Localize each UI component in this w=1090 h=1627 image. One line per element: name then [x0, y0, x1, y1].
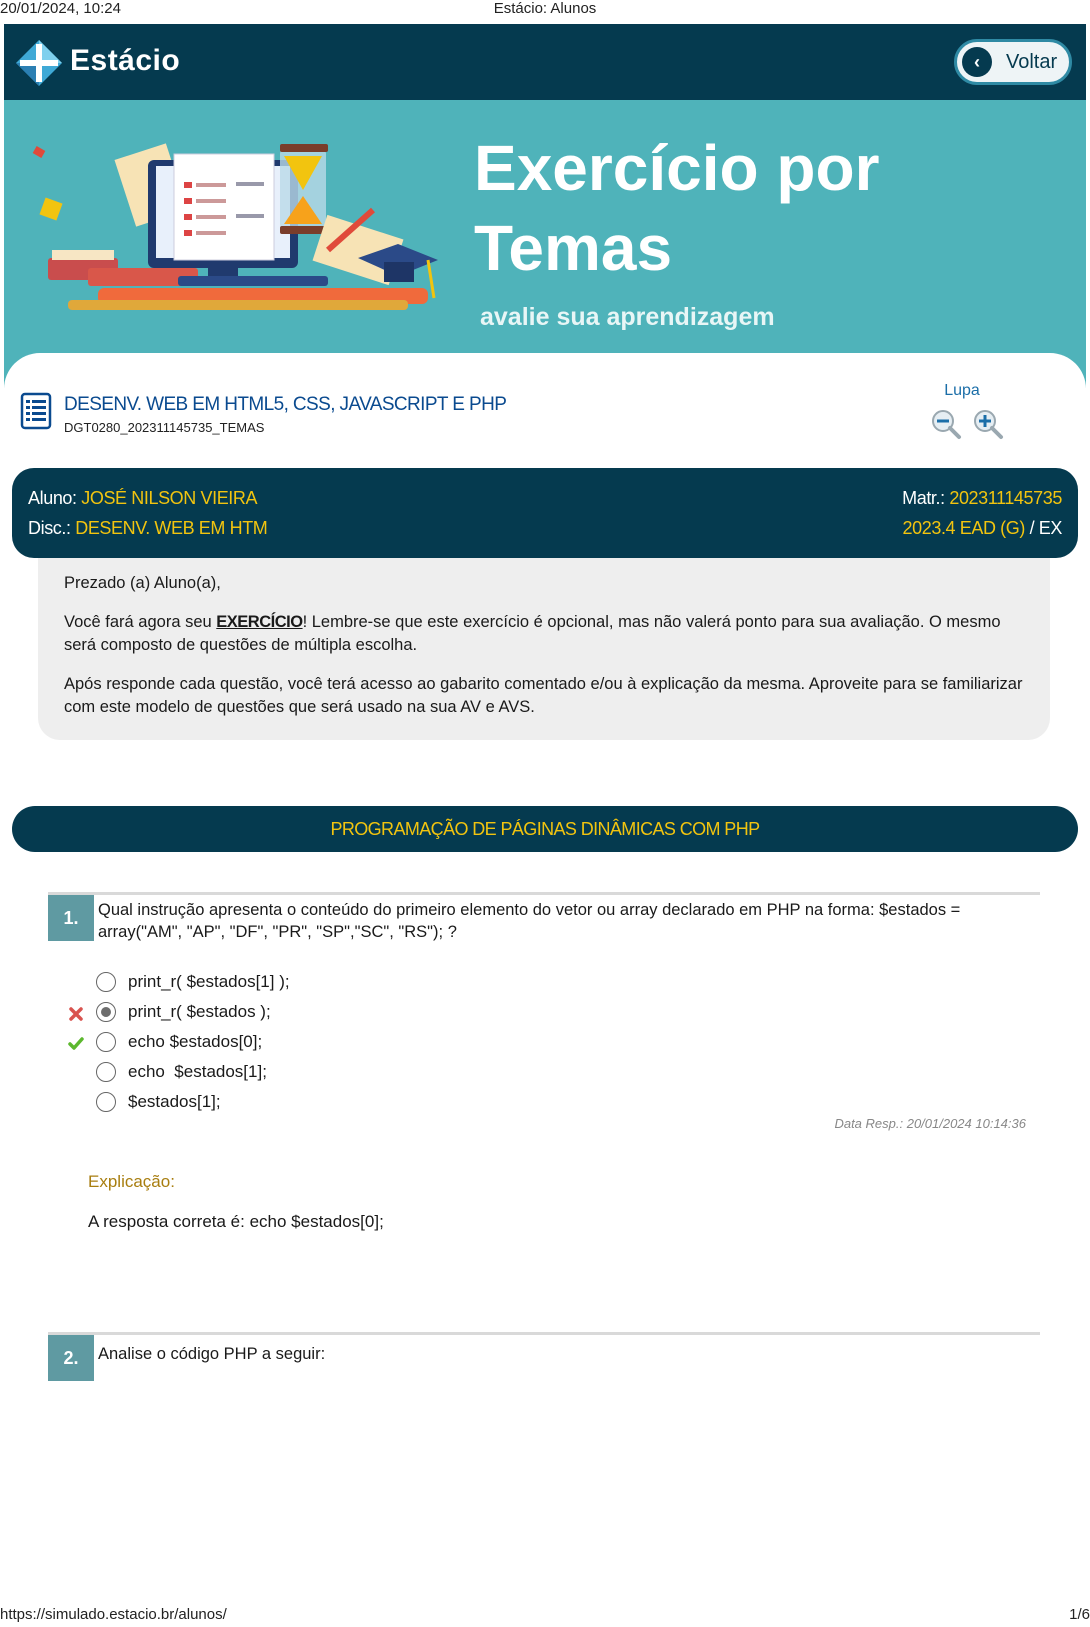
answer-option-label: print_r( $estados[1] );	[128, 972, 290, 991]
question-number: 2.	[48, 1335, 94, 1381]
top-navbar	[4, 24, 1086, 100]
student-name-row	[28, 488, 257, 509]
back-button[interactable]	[954, 39, 1072, 85]
question-text: Qual instrução apresenta o conteúdo do primeiro elemento do vetor ou array declarado em PHP na forma: $estados = array("AM", "AP", "DF", "PR", "SP","SC", "RS"); ?	[98, 901, 961, 941]
answer-option-label: print_r( $estados );	[128, 1002, 271, 1021]
radio-button[interactable]	[96, 1092, 116, 1112]
notice-paragraph-1: Você fará agora seu EXERCÍCIO! Lembre-se que este exercício é opcional, mas não valerá ponto para sua avaliação. O mesmo será composto de questões de múltipla escolha.	[64, 613, 1001, 654]
registration-label: Matr.:	[902, 488, 945, 508]
question-number: 1.	[48, 895, 94, 941]
lupa-label: Lupa	[944, 382, 980, 399]
explanation-label: Explicação:	[88, 1172, 175, 1191]
registration-row	[902, 488, 1062, 509]
print-footer	[0, 1606, 1090, 1627]
zoom-out-icon[interactable]	[930, 408, 962, 440]
study-illustration-icon	[28, 140, 448, 330]
hero-title: Exercício por Temas	[474, 132, 880, 284]
class-type: EX	[1038, 518, 1062, 538]
answer-option[interactable]	[96, 1060, 267, 1084]
print-page-title: Estácio: Alunos	[493, 0, 597, 17]
document-list-icon	[20, 392, 54, 432]
student-name: JOSÉ NILSON VIEIRA	[81, 488, 258, 508]
print-page-number: 1/6	[1069, 1606, 1090, 1623]
print-datetime: 20/01/2024, 10:24	[0, 0, 121, 17]
question-text: Analise o código PHP a seguir:	[98, 1345, 326, 1363]
course-header	[20, 392, 1070, 448]
hero-subtitle: avalie sua aprendizagem	[480, 303, 775, 331]
magnifier-controls	[922, 382, 1002, 400]
instructions-notice	[38, 558, 1050, 740]
radio-button[interactable]	[96, 1032, 116, 1052]
registration-number: 202311145735	[949, 488, 1062, 508]
hero-banner	[4, 100, 1086, 388]
course-code: DGT0280_202311145735_TEMAS	[64, 420, 265, 435]
student-label: Aluno:	[28, 488, 77, 508]
course-title: DESENV. WEB EM HTML5, CSS, JAVASCRIPT E PHP	[64, 394, 507, 415]
radio-button-checked[interactable]	[96, 1002, 116, 1022]
answer-option[interactable]	[96, 1090, 221, 1114]
response-date: Data Resp.: 20/01/2024 10:14:36	[834, 1116, 1026, 1131]
discipline-label: Disc.:	[28, 518, 71, 538]
question-divider	[48, 1332, 1040, 1335]
class-term: 2023.4 EAD (G)	[902, 518, 1025, 538]
answer-option[interactable]	[96, 970, 290, 994]
brand-name: Estácio	[70, 44, 181, 77]
notice-paragraph-2: Após responde cada questão, você terá acesso ao gabarito comentado e/ou à explicação da mesma. Aproveite para se familiarizar com este modelo de questões que será usado na sua AV e AVS.	[64, 675, 1023, 716]
answer-option-label: echo $estados[1];	[128, 1062, 267, 1081]
section-title: PROGRAMAÇÃO DE PÁGINAS DINÂMICAS COM PHP	[12, 806, 1078, 852]
answer-option-selected[interactable]	[96, 1000, 271, 1024]
back-button-label: Voltar	[1006, 50, 1058, 73]
explanation-text: A resposta correta é: echo $estados[0];	[88, 1212, 384, 1231]
notice-greeting: Prezado (a) Aluno(a),	[64, 574, 221, 592]
student-info-panel	[12, 468, 1078, 558]
zoom-in-icon[interactable]	[972, 408, 1004, 440]
print-header	[0, 0, 1090, 22]
exercise-emphasis: EXERCÍCIO	[216, 613, 303, 631]
estacio-logo-icon	[14, 38, 64, 88]
radio-button[interactable]	[96, 972, 116, 992]
correct-answer-check-icon	[68, 1036, 84, 1052]
answer-option-label: $estados[1];	[128, 1092, 221, 1111]
answer-option-label: echo $estados[0];	[128, 1032, 263, 1051]
wrong-answer-icon	[68, 1006, 84, 1022]
print-url: https://simulado.estacio.br/alunos/	[0, 1606, 227, 1623]
class-row: 2023.4 EAD (G) / EX	[902, 518, 1062, 538]
question-divider	[48, 892, 1040, 895]
discipline-row	[28, 518, 267, 539]
discipline-name: DESENV. WEB EM HTM	[75, 518, 268, 538]
chevron-left-icon: ‹	[962, 47, 992, 77]
answer-option-correct[interactable]	[96, 1030, 262, 1054]
radio-button[interactable]	[96, 1062, 116, 1082]
